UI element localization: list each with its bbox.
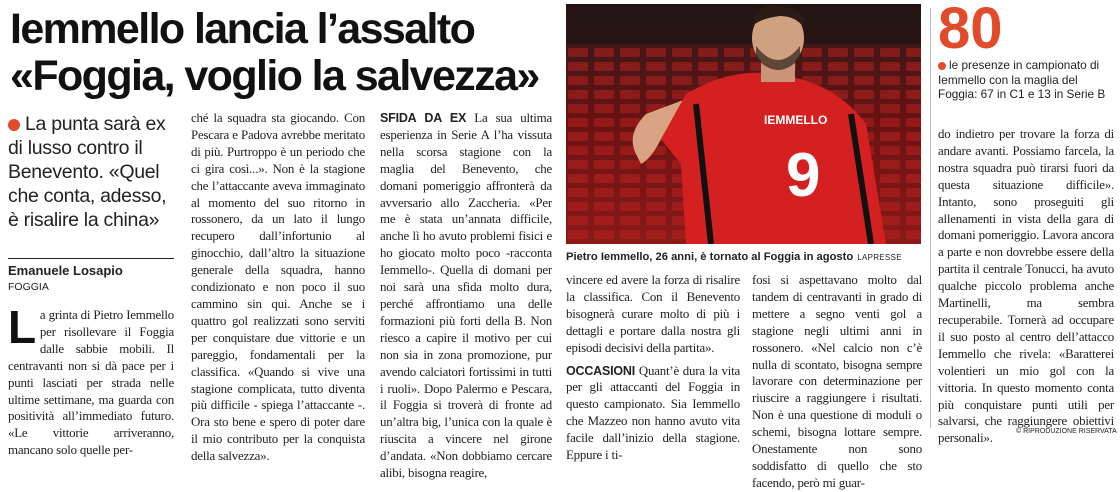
subheading-sfida-da-ex: SFIDA DA EX (380, 111, 467, 125)
column-1-text: a grinta di Pietro Iemmello per risollevare il Foggia dalle sabbie mobili. Il centravanti non si dà pace per i punti lasciati per strada nelle ultime settimane, ma guarda con positività all’immediato futuro. «Le vittorie arriveranno, mancano solo quelle per- (8, 308, 174, 458)
stat-text (938, 58, 1120, 102)
headline-line-2: «Foggia, voglio la salvezza» (10, 52, 539, 100)
column-divider (930, 8, 931, 428)
jersey-name: IEMMELLO (764, 113, 828, 127)
article-column-5 (752, 272, 922, 492)
photo-caption-text: Pietro Iemmello, 26 anni, è tornato al Foggia in agosto (566, 251, 854, 263)
drop-cap: L (8, 301, 36, 353)
headline (10, 6, 560, 100)
photo-credit: LAPRESSE (857, 253, 902, 262)
bullet-dot-icon (8, 119, 20, 131)
stat-text-content: le presenze in campionato di Iemmello con la maglia del Foggia: 67 in C1 e 13 in Serie B (938, 58, 1106, 101)
column-5-text: fosi si aspettavano molto dal tandem di centravanti in grado di mettere a segno venti gol a stagione negli ultimi anni in rossonero. «Nel calcio non c’è nulla di scontato, bisogna sempre lavorare con determinazione per riuscire a raggiungere i risultati. Non è una questione di moduli o schemi, bisogna lottare sempre. Onestamente non sono soddisfatto di quello che sto facendo, però mi guar- (752, 273, 922, 490)
player-photo (566, 4, 921, 244)
stat-number: 80 (938, 0, 1003, 61)
player-photo-illustration (566, 4, 921, 244)
column-2-text: ché la squadra sta giocando. Con Pescara e Padova avrebbe meritato di più. Purtroppo è un periodo che ci gira così...». Non è la stagione che l’attaccante aveva immaginato al momento del suo ritorno in rossonero, da un lato il lungo recupero dall’infortunio al ginocchio, dall’altro la situazione generale della squadra, hanno condizionato e non poco il suo cammino sin qui. Anche se i quattro gol realizzati sono serviti per conquistare due vittorie e un pareggio, fondamentali per la classifica. «Quando si vive una stagione complicata, tutto diventa più difficile - spiega l’attaccante -. Ora sto bene e spero di poter dare il mio contributo per la conquista della salvezza». (191, 111, 365, 464)
summary-text: La punta sarà ex di lusso contro il Benevento. «Quel che conta, adesso, è risalire la china» (8, 113, 167, 231)
byline-author: Emanuele Losapio (8, 263, 123, 278)
headline-line-1: Iemmello lancia l’assalto (10, 5, 475, 53)
byline-divider (8, 258, 174, 259)
article-column-4 (566, 272, 740, 464)
subheading-occasioni: OCCASIONI (566, 363, 636, 378)
summary (8, 112, 176, 232)
paragraph-spacer (566, 357, 740, 363)
article-column-3 (380, 110, 552, 482)
article-column-1 (8, 301, 174, 459)
column-4-text: vincere ed avere la forza di risalire la classifica. Con il Benevento bisognerà curare molto di più i dettagli e portare dalla nostra gli episodi decisivi della partita». (566, 273, 740, 355)
article-column-2 (191, 110, 365, 465)
column-6-text: do indietro per trovare la forza di andare avanti. Possiamo farcela, la nostra squadra può tirarsi fuori da questa situazione difficile». Intanto, sono proseguiti gli allenamenti in vista della gara di domani pomeriggio. Lavora ancora a parte e non dovrebbe essere della partita il centrale Tonucci, ha avuto qualche piccolo problema anche Martinelli, ma sembra recuperabile. Tornerà ad occupare il suo posto al centro dell’attacco Iemmello che rivela: «Baratterei volentieri un mio gol con la vittoria. In questo momento conta più conquistare punti utili per salvarsi, che raggiungere obiettivi personali». (938, 127, 1114, 446)
byline-place: FOGGIA (8, 281, 49, 293)
column-4-text-2: Quant’è dura la vita per gli attaccanti del Foggia in questo campionato. Sia Iemmello che Mazzeo non hanno avuto vita facile dall’inizio della stagione. Eppure i ti- (566, 363, 740, 463)
stat-bullet-icon (938, 62, 946, 70)
copyright-notice: © RIPRODUZIONE RISERVATA (1016, 428, 1117, 435)
photo-caption (566, 251, 926, 263)
jersey-number: 9 (786, 141, 821, 210)
article-column-6 (938, 126, 1114, 447)
column-3-text: La sua ultima esperienza in Serie A l’ha vissuta nella scorsa stagione con la maglia del Benevento, che domani pomeriggio affronterà da avversario allo Zaccheria. «Per me è stata un’annata difficile, anche lì ho avuto problemi fisici e ho giocato molto poco -racconta Iemmello-. Quella di domani per noi sarà una sfida molto dura, perché affrontiamo una delle formazioni più forti della B. Non riesco a capire il motivo per cui non sia in zona promozione, pur avendo calciatori fortissimi in tutti i ruoli». Dopo Palermo e Pescara, il Foggia si troverà di fronte ad un’altra big, l’unica con la quale è riuscita a vincere nel girone d’andata. «Non dobbiamo cercare alibi, bisogna reagire, (380, 111, 552, 481)
